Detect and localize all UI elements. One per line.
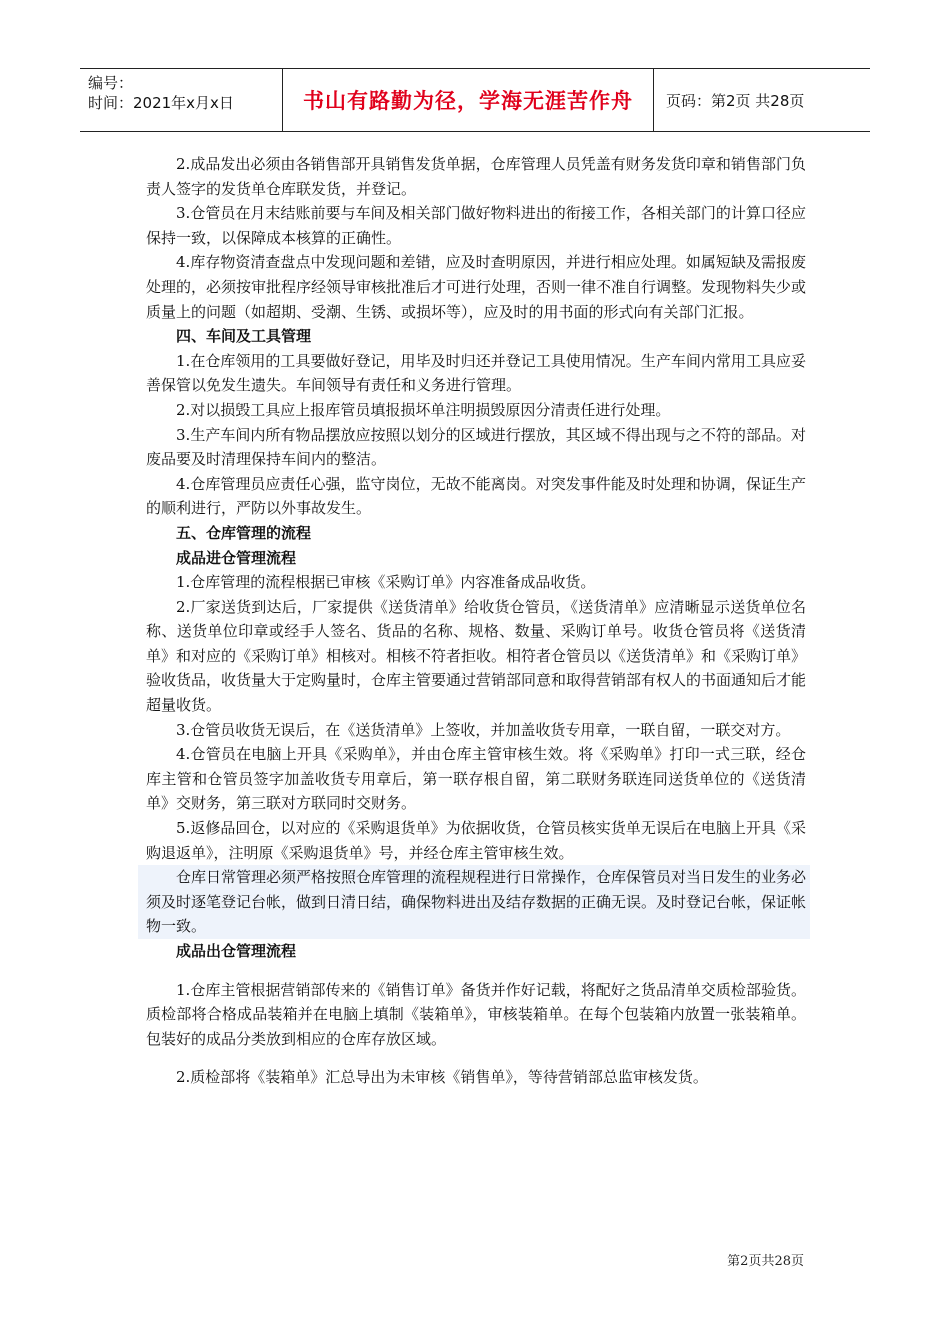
paragraph: 2.厂家送货到达后，厂家提供《送货清单》给收货仓管员，《送货清单》应清晰显示送货单位名称、送货单位印章或经手人签名、货品的名称、规格、数量、采购订单号。收货仓管员将《送货清单》和对应的《采购订单》相核对。相核不符者拒收。相符者仓管员以《送货清单》和《采购订单》验收货品，收货量大于定购量时，仓库主管要通过营销部同意和取得营销部有权人的书面通知后才能超量收货。: [146, 597, 807, 715]
header-motto-cell: [283, 69, 654, 131]
header-page-code: 页码：第2页 共28页: [666, 91, 805, 110]
paragraph: 4.仓库管理员应责任心强，监守岗位，无故不能离岗。对突发事件能及时处理和协调，保证生产的顺利进行，严防以外事故发生。: [146, 474, 806, 518]
paragraph: 3.仓管员收货无误后，在《送货清单》上签收，并加盖收货专用章，一联自留，一联交对方。: [176, 720, 791, 739]
page-footer: [727, 1250, 804, 1269]
paragraph: 2.对以损毁工具应上报库管员填报损坏单注明损毁原因分清责任进行处理。: [176, 400, 671, 419]
footer-page-number: 第2页共28页: [727, 1254, 804, 1269]
header-page-cell: [654, 69, 870, 131]
header-motto: 书山有路勤为径，学海无涯苦作舟: [303, 89, 633, 113]
document-number-label: 编号：: [88, 74, 134, 92]
header-meta-cell: [80, 69, 283, 131]
paragraph: 3.生产车间内所有物品摆放应按照以划分的区域进行摆放，其区域不得出现与之不符的部品。对废品要及时清理保持车间内的整洁。: [146, 425, 806, 469]
page-header: [80, 68, 870, 132]
subsection-heading: 成品进仓管理流程: [176, 548, 297, 567]
paragraph: 4.库存物资清查盘点中发现问题和差错，应及时查明原因，并进行相应处理。如属短缺及需报废处理的，必须按审批程序经领导审核批准后才可进行处理，否则一律不准自行调整。发现物料失少或质量上的问题（如超期、受潮、生锈、或损坏等），应及时的用书面的形式向有关部门汇报。: [146, 253, 807, 321]
subsection-heading: 成品出仓管理流程: [176, 942, 297, 960]
paragraph: 1.在仓库领用的工具要做好登记，用毕及时归还并登记工具使用情况。生产车间内常用工具应妥善保管以免发生遗失。车间领导有责任和义务进行管理。: [146, 351, 806, 395]
paragraph: 3.仓管员在月末结账前要与车间及相关部门做好物料进出的衔接工作，各相关部门的计算口径应保持一致，以保障成本核算的正确性。: [146, 204, 806, 247]
highlighted-paragraph: 仓库日常管理必须严格按照仓库管理的流程规程进行日常操作，仓库保管员对当日发生的业务必须及时逐笔登记台帐，做到日清日结，确保物料进出及结存数据的正确无误。及时登记台帐，保证帐物一致。: [138, 865, 810, 939]
paragraph: 2.质检部将《装箱单》汇总导出为未审核《销售单》，等待营销部总监审核发货。: [176, 1068, 708, 1087]
paragraph: 4.仓管员在电脑上开具《采购单》，并由仓库主管审核生效。将《采购单》打印一式三联，经仓库主管和仓管员签字加盖收货专用章后，第一联存根自留，第二联财务联连同送货单位的《送货清单》交财务，第三联对方联同时交财务。: [146, 745, 806, 813]
section-heading: 四、车间及工具管理: [176, 327, 312, 346]
section-heading: 五、仓库管理的流程: [176, 523, 312, 542]
paragraph: 2.成品发出必须由各销售部开具销售发货单据，仓库管理人员凭盖有财务发货印章和销售部门负责人签字的发货单仓库联发货，并登记。: [146, 155, 806, 198]
paragraph: 1.仓库管理的流程根据已审核《采购订单》内容准备成品收货。: [176, 573, 596, 592]
paragraph: 5.返修品回仓，以对应的《采购退货单》为依据收货，仓管员核实货单无误后在电脑上开具《采购退返单》，注明原《采购退货单》号，并经仓库主管审核生效。: [146, 819, 806, 862]
document-body: [146, 152, 806, 1090]
paragraph: 1.仓库主管根据营销部传来的《销售订单》备货并作好记载，将配好之货品清单交质检部验货。质检部将合格成品装箱并在电脑上填制《装箱单》，审核装箱单。在每个包装箱内放置一张装箱单。包装好的成品分类放到相应的仓库存放区域。: [146, 980, 806, 1048]
document-time-label: 时间：2021年x月x日: [88, 94, 234, 112]
